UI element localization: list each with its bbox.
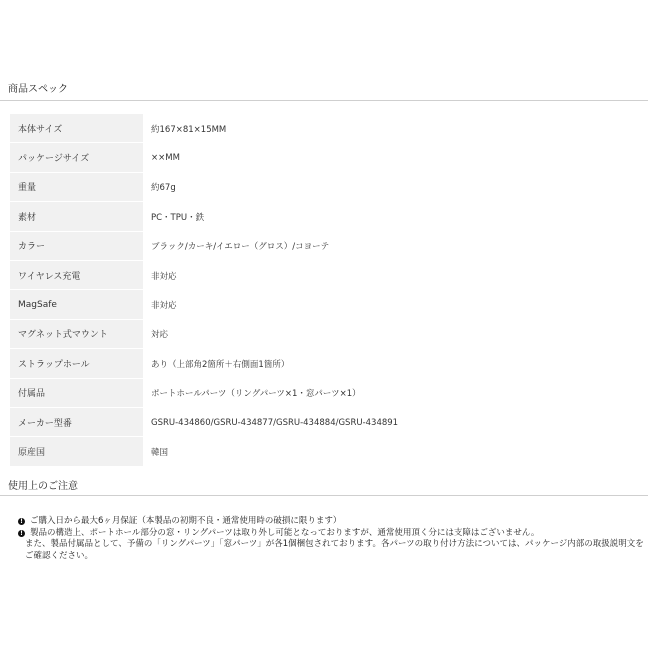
spec-value: 約67g [151,183,176,194]
spec-value: あり（上部角2箇所＋右側面1箇所） [151,359,290,370]
spec-label: 原産国 [10,437,143,466]
notes-section-title: 使用上のご注意 [8,481,78,492]
spec-row [10,408,640,437]
spec-label: ストラップホール [10,349,143,378]
spec-label: メーカー型番 [10,408,143,437]
notes-item [18,528,638,540]
spec-divider [0,100,648,101]
spec-label: 本体サイズ [10,114,143,143]
spec-row [10,290,640,319]
spec-value: 約167×81×15MM [151,124,227,135]
spec-value: 対応 [151,330,169,341]
spec-row [10,437,640,466]
notes-item-continuation: また、製品付属品として、予備の「リングパーツ」「窓パーツ」が各1個梱包されております。各パーツの取り付け方法については、パッケージ内部の取扱説明文を [25,539,644,549]
spec-value: 非対応 [151,301,177,312]
exclamation-circle-icon: ! [18,530,25,537]
notes-item-continuation: ご確認ください。 [25,550,94,561]
spec-label: マグネット式マウント [10,320,143,349]
spec-value: 非対応 [151,271,177,282]
spec-row [10,261,640,290]
spec-row [10,143,640,172]
spec-label: 重量 [10,173,143,202]
spec-value: ××MM [151,153,180,164]
spec-table [10,114,640,467]
spec-label: 素材 [10,202,143,231]
spec-row [10,173,640,202]
notes-item [18,516,638,528]
spec-label: パッケージサイズ [10,143,143,172]
notes-list [18,516,644,562]
spec-value: GSRU-434860/GSRU-434877/GSRU-434884/GSRU-434891 [151,417,399,428]
notes-item-text: 製品の構造上、ポートホール部分の窓・リングパーツは取り外し可能となっておりますが、通常使用頂く分には支障はございません。 [30,527,540,538]
spec-section-title: 商品スペック [8,84,68,95]
spec-value: 韓国 [151,447,169,458]
notes-divider [0,495,648,496]
spec-row [10,379,640,408]
spec-row [10,232,640,261]
spec-label: ワイヤレス充電 [10,261,143,290]
spec-value: ブラック/カーキ/イエロー（グロス）/コヨーテ [151,242,330,253]
spec-value: PC・TPU・鉄 [151,212,205,223]
spec-row [10,114,640,143]
notes-item-text: ご購入日から最大6ヶ月保証（本製品の初期不良・通常使用時の破損に限ります） [30,516,342,526]
spec-row [10,349,640,378]
spec-label: 付属品 [10,379,143,408]
spec-row [10,320,640,349]
spec-label: MagSafe [10,290,143,319]
exclamation-circle-icon: ! [18,518,25,525]
spec-value: ポートホールパーツ（リングパーツ×1・窓パーツ×1） [151,389,361,400]
spec-label: カラー [10,232,143,261]
spec-row [10,202,640,231]
